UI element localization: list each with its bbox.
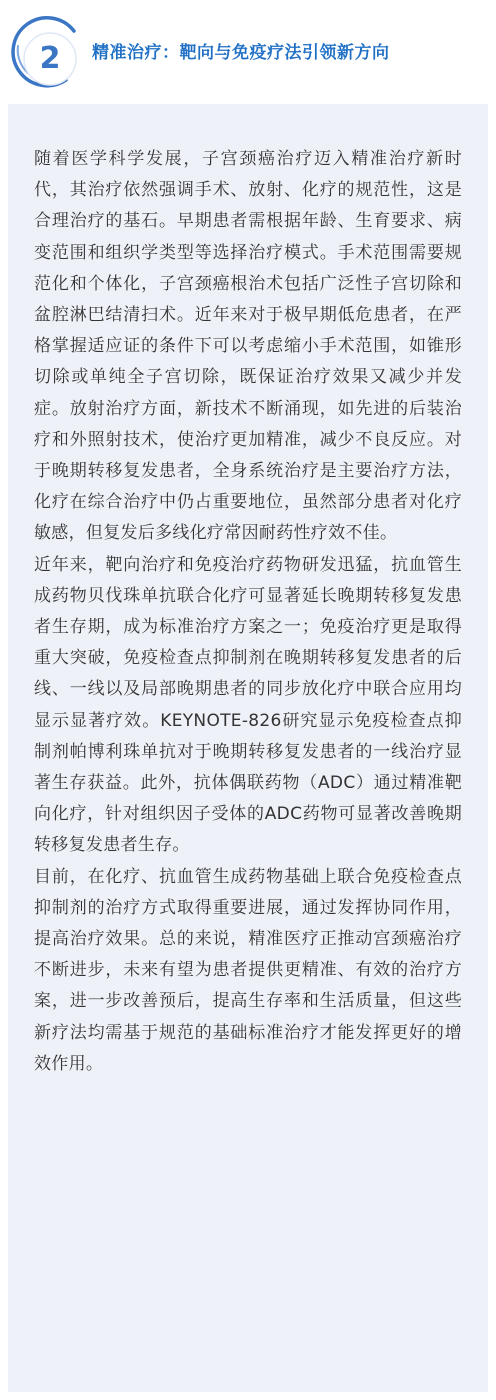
section-title: 精准治疗：靶向与免疫疗法引领新方向 [92, 43, 390, 63]
paragraph-1: 随着医学科学发展，子宫颈癌治疗迈入精准治疗新时代，其治疗依然强调手术、放射、化疗的规范性，这是合理治疗的基石。早期患者需根据年龄、生育要求、病变范围和组织学类型等选择治疗模式。手术范围需要规范化和个体化，子宫颈癌根治术包括广泛性子宫切除和盆腔淋巴结清扫术。近年来对于极早期低危患者，在严格掌握适应证的条件下可以考虑缩小手术范围，如锥形切除或单纯全子宫切除，既保证治疗效果又减少并发症。放射治疗方面，新技术不断涌现，如先进的后装治疗和外照射技术，使治疗更加精准，减少不良反应。对于晚期转移复发患者，全身系统治疗是主要治疗方法，化疗在综合治疗中仍占重要地位，虽然部分患者对化疗敏感，但复发后多线化疗常因耐药性疗效不佳。 [34, 149, 462, 544]
section-header [0, 0, 496, 110]
section-number-badge [8, 10, 88, 90]
paragraph-3: 目前，在化疗、抗血管生成药物基础上联合免疫检查点抑制剂的治疗方式取得重要进展，通过发挥协同作用，提高治疗效果。总的来说，精准医疗正推动宫颈癌治疗不断进步，未来有望为患者提供更精准、有效的治疗方案，进一步改善预后，提高生存率和生活质量，但这些新疗法均需基于规范的基础标准治疗才能发挥更好的增效作用。 [34, 866, 462, 1074]
section-number: 2 [39, 41, 61, 76]
article-body [8, 104, 488, 1392]
paragraph-2: 近年来，靶向治疗和免疫治疗药物研发迅猛，抗血管生成药物贝伐珠单抗联合化疗可显著延长晚期转移复发患者生存期，成为标准治疗方案之一；免疫治疗更是取得重大突破，免疫检查点抑制剂在晚期转移复发患者的后线、一线以及局部晚期患者的同步放化疗中联合应用均显示显著疗效。KEYNOTE-826研究显示免疫检查点抑制剂帕博利珠单抗对于晚期转移复发患者的一线治疗显著生存获益。此外，抗体偶联药物（ADC）通过精准靶向化疗，针对组织因子受体的ADC药物可显著改善晚期转移复发患者生存。 [34, 554, 462, 856]
